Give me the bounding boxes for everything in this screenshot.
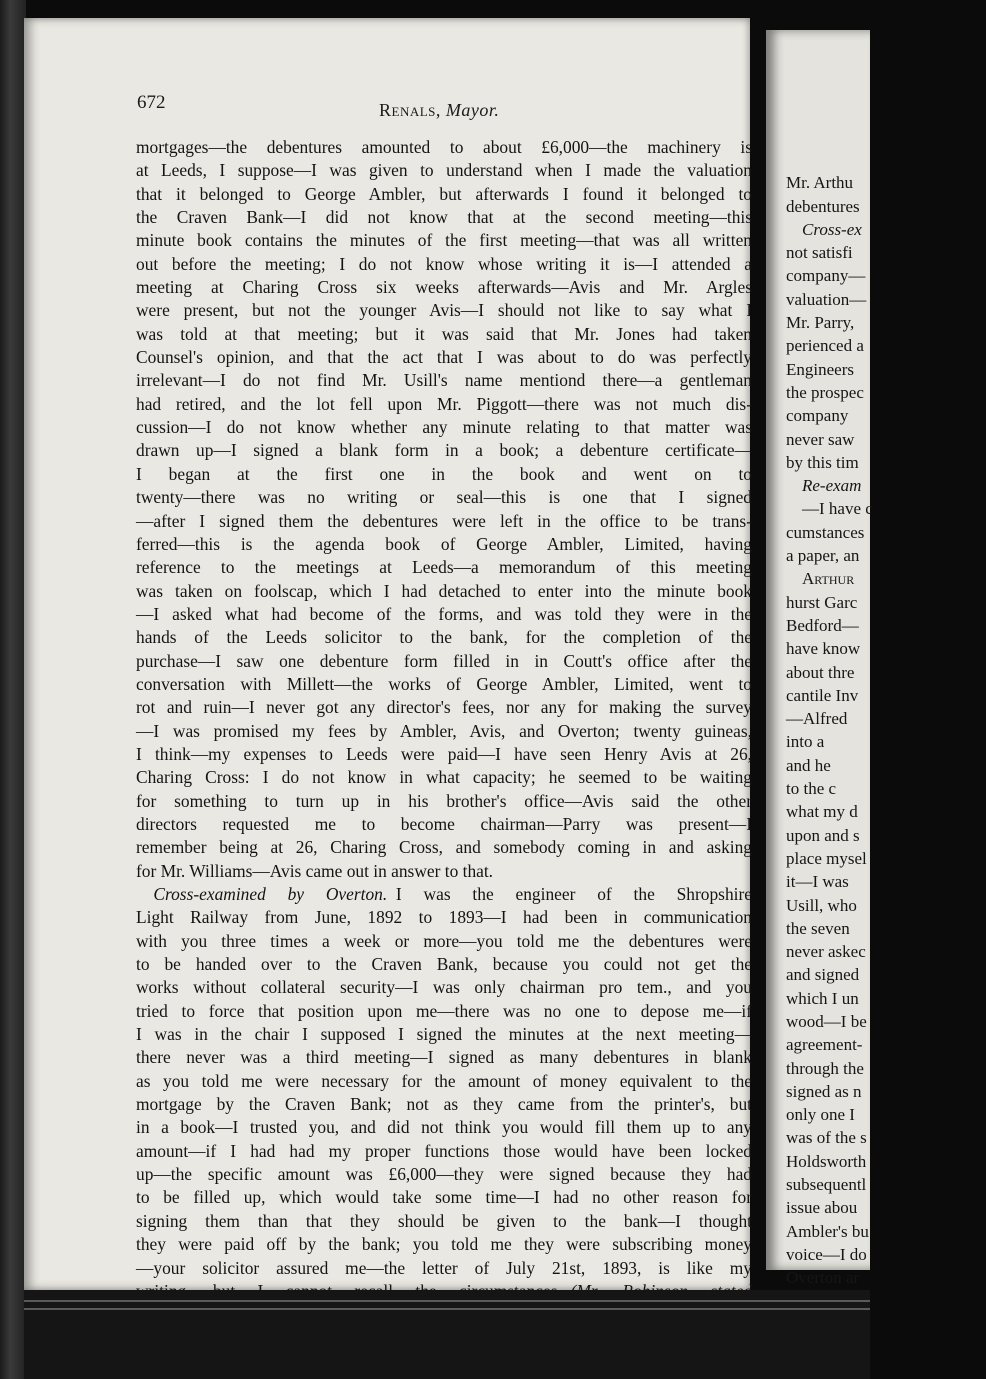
page-number: 672 — [137, 92, 166, 113]
text-line: amount—if I had had my proper functions those would have been locked — [136, 1140, 752, 1161]
text-line: at Leeds, I suppose—I was given to understand when I made the valuation — [136, 160, 752, 181]
right-page-text — [786, 148, 986, 1359]
right-page-line: about thre — [786, 662, 855, 682]
running-head-title: Mayor. — [445, 100, 500, 120]
text-line: for Mr. Williams—Avis came out in answer to that. — [136, 860, 494, 881]
text-line: minute book contains the minutes of the first meeting—that was all written — [136, 230, 752, 251]
right-page-line: perienced a — [786, 336, 864, 356]
text-line: out before the meeting; I do not know whose writing it is—I attended a — [136, 253, 752, 274]
right-page-line: the seven — [786, 918, 850, 938]
text-line: the Craven Bank—I did not know that at the second meeting—this — [136, 207, 752, 228]
text-line: mortgage by the Craven Bank; not as they came from the printer's, but — [136, 1094, 752, 1115]
body-text — [136, 136, 752, 1327]
text-line: purchase—I saw one debenture form filled in in Coutt's office after the — [136, 650, 752, 671]
text-line: as you told me were necessary for the amount of money equivalent to the — [136, 1070, 752, 1091]
right-page-line: company— — [786, 266, 866, 286]
right-page-line: not satisfi — [786, 243, 853, 263]
text-line: mortgages—the debentures amounted to about £6,000—the machinery is — [136, 137, 752, 157]
right-page-line: have know — [786, 639, 861, 659]
text-line: were present, but not the younger Avis—I should not like to say what I — [136, 300, 752, 321]
right-page-line: cumstances — [786, 522, 865, 542]
text-line: cussion—I do not know whether any minute relating to that matter was — [136, 417, 752, 438]
text-line: meeting at Charing Cross six weeks afterwards—Avis and Mr. Argles — [136, 277, 752, 298]
text-line: I think—my expenses to Leeds were paid—I have seen Henry Avis at 26, — [136, 743, 752, 764]
right-page-line: Re-exam — [802, 476, 862, 496]
right-page-line: and he — [786, 755, 831, 775]
right-page-line: Bedford— — [786, 615, 859, 635]
right-page-line: issue abou — [786, 1198, 858, 1218]
text-line: up—the specific amount was £6,000—they were signed because they had — [136, 1164, 752, 1185]
text-line: in a book—I trusted you, and did not think you would fill them up to any — [136, 1117, 752, 1138]
text-line: irrelevant—I do not find Mr. Usill's name mentiond there—a gentleman — [136, 370, 752, 391]
text-line: rot and ruin—I never got any director's fees, nor any for making the survey — [136, 697, 752, 718]
page-edge-line — [24, 1300, 870, 1302]
page-edge-line — [24, 1308, 870, 1310]
right-page-line: subsequentl — [786, 1175, 867, 1195]
text-line: Charing Cross: I do not know in what capacity; he seemed to be waiting — [136, 767, 752, 788]
right-page-line: place mysel — [786, 848, 867, 868]
text-line: was told at that meeting; but it was said that Mr. Jones had taken — [136, 323, 752, 344]
text-line: to be filled up, which would take some time—I had no other reason for — [136, 1187, 752, 1208]
right-page-line: agreement- — [786, 1035, 863, 1055]
text-line: ferred—this is the agenda book of George Ambler, Limited, having — [136, 533, 752, 554]
right-page-line: Usill, who — [786, 895, 857, 915]
text-line: remember being at 26, Charing Cross, and somebody coming in and asking — [136, 837, 752, 858]
text-line: to be handed over to the Craven Bank, because you could not get the — [136, 954, 752, 975]
right-page-line: wood—I be — [786, 1011, 867, 1031]
cross-examined-label: Cross-examined by Overton. — [153, 884, 388, 904]
text-line: that it belonged to George Ambler, but afterwards I found it belonged to — [136, 183, 752, 204]
right-page-line: valuation— — [786, 289, 867, 309]
cross-examination-first-line — [136, 883, 752, 906]
text-line: twenty—there was no writing or seal—this is one that I signed — [136, 487, 752, 508]
right-page-line: Arthur — [802, 569, 855, 589]
text-line: directors requested me to become chairman—Parry was present—I — [136, 813, 752, 834]
text-line: had retired, and the lot fell upon Mr. Piggott—there was not much dis- — [136, 393, 752, 414]
right-page-line: debentures — [786, 196, 860, 216]
right-page-line: signed as n — [786, 1081, 862, 1101]
right-page-line: a paper, an — [786, 546, 860, 566]
right-page-line: the prospec — [786, 382, 864, 402]
right-page-line: was of the s — [786, 1128, 867, 1148]
right-page-line: Cross-ex — [802, 219, 862, 239]
book-binding — [0, 0, 26, 1379]
running-head-name: Renals, — [379, 100, 441, 120]
text-line: conversation with Millett—the works of George Ambler, Limited, went to — [136, 673, 752, 694]
text-line: with you three times a week or more—you told me the debentures were — [136, 930, 752, 951]
text-line: —I was promised my fees by Ambler, Avis, and Overton; twenty guineas, — [136, 720, 752, 741]
text-line: Light Railway from June, 1892 to 1893—I had been in communication — [136, 907, 752, 928]
text-line: Counsel's opinion, and that the act that I was about to do was perfectly — [136, 347, 752, 368]
right-page-line: only one I — [786, 1105, 855, 1125]
text-line: —I asked what had become of the forms, and was told they were in the — [136, 603, 752, 624]
right-page-line: by this tim — [786, 452, 859, 472]
text-line: I began at the first one in the book and went on to — [136, 463, 752, 484]
right-page-line: Holdsworth — [786, 1151, 867, 1171]
text-line: was taken on foolscap, which I had detached to enter into the minute book — [136, 580, 752, 601]
right-page-line: voice—I do — [786, 1244, 867, 1264]
right-page-line: upon and s — [786, 825, 860, 845]
right-page-line: Engineers — [786, 359, 854, 379]
right-page-line: company — [786, 406, 849, 426]
text-line: tried to force that position upon me—there was no one to depose me—if — [136, 1000, 752, 1021]
right-page-line: what my d — [786, 802, 858, 822]
right-page-line: into a — [786, 732, 825, 752]
right-page-line — [786, 148, 986, 171]
cross-first-line-rest: I was the engineer of the Shropshire — [395, 884, 752, 904]
right-page-partial — [766, 30, 873, 1288]
text-line: hands of the Leeds solicitor to the bank, for the completion of the — [136, 627, 752, 648]
right-page-line: hurst Garc — [786, 592, 858, 612]
right-page-line: never saw — [786, 429, 855, 449]
right-page-line: Overton ar — [786, 1268, 860, 1288]
right-page-line: Mr. Arthu — [786, 173, 854, 193]
right-page-line: it—I was — [786, 872, 849, 892]
text-line: works without collateral security—I was only chairman pro tem., and you — [136, 977, 752, 998]
text-line: for something to turn up in his brother's office—Avis said the other — [136, 790, 752, 811]
right-page-line: Mr. Parry, — [786, 313, 855, 333]
text-line: they were paid off by the bank; you told me they were subscribing money — [136, 1234, 752, 1255]
right-page-line: through the — [786, 1058, 864, 1078]
running-head — [379, 100, 499, 121]
right-page-line: cantile Inv — [786, 685, 859, 705]
right-page-line: —I have c — [802, 499, 873, 519]
text-line: reference to the meetings at Leeds—a memorandum of this meeting — [136, 557, 752, 578]
text-line: —after I signed them the debentures were left in the office to be trans- — [136, 510, 752, 531]
text-line: I was in the chair I supposed I signed the minutes at the next meeting— — [136, 1024, 752, 1045]
right-page-line: and signed — [786, 965, 860, 985]
text-line: signing them than that they should be given to the bank—I thought — [136, 1210, 752, 1231]
right-page-line: Ambler's bu — [786, 1221, 869, 1241]
text-line: —your solicitor assured me—the letter of July 21st, 1893, is like my — [136, 1257, 752, 1278]
right-page-line: —Alfred — [786, 709, 848, 729]
right-page-line: never askec — [786, 942, 866, 962]
right-page-line: which I un — [786, 988, 859, 1008]
text-line: there never was a third meeting—I signed as many debentures in blank — [136, 1047, 752, 1068]
right-page-line: to the c — [786, 779, 837, 799]
left-page — [24, 18, 750, 1290]
text-line: drawn up—I signed a blank form in a book; a debenture certificate— — [136, 440, 752, 461]
page-stack-edge — [24, 1290, 870, 1379]
